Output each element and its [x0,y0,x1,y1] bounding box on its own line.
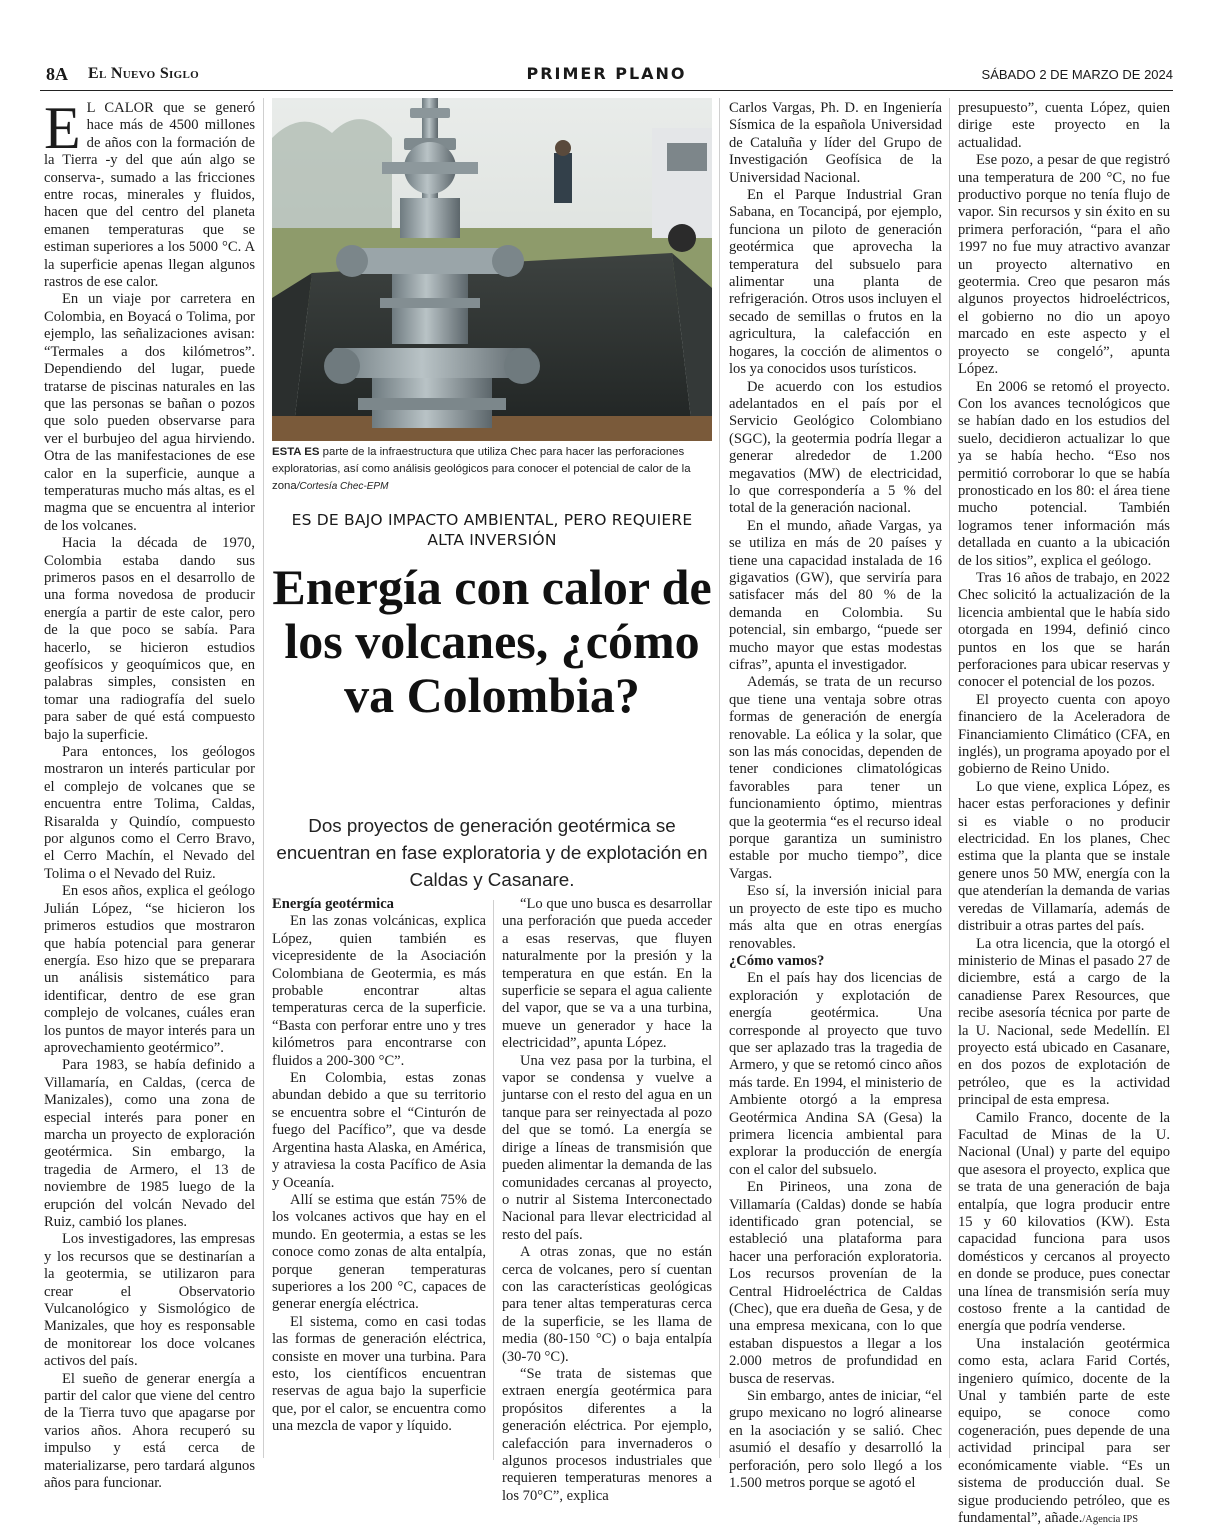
paragraph: En Pirineos, una zona de Villamaría (Caldas) donde se había identificado gran potencial, se estableció una plataforma para hacer una perforación exploratoria. Los recursos provenían de la Central Hidroeléctrica de Caldas (Chec), que era dueña de Gesa, y de una empresa mexicana, con lo que estaban dispuestos a llegar a los 2.000 metros de profundidad en busca de reservas. [729,1179,942,1387]
paragraph: En el Parque Industrial Gran Sabana, en Tocancipá, por ejemplo, funciona un piloto de generación geotérmica que aprovecha la temperatura del subsuelo para alimentar una planta de refrigeración. Otros usos incluyen el secado de semillas o frutos en la agricultura, la calefacción en hogares, la cocción de alimentos o los ya conocidos usos turísticos. [729,187,942,378]
article-column-2 [272,896,486,1436]
paragraph: “Se trata de sistemas que extraen energía geotérmica para propósitos diferentes a la generación eléctrica. Por ejemplo, calefacción para invernaderos o algunos procesos industriales que requieren temperaturas menores a los 70°C”, explica [502,1365,712,1504]
paragraph: que se generó hace más de 4500 millones de años con la formación de la Tierra -y del que aún algo se conserva-, sumado a las fricciones entre rocas, minerales y fluidos, hacen que del centro del planeta emanen temperaturas que se estiman superiores a los 5000 °C. A la superficie apenas llegan algunos rastros de ese calor. [44,100,255,291]
page-header [40,60,1173,88]
paragraph: El proyecto cuenta con apoyo financiero de la Aceleradora de Financiamiento Climático (CFA, en inglés), un programa apoyado por el gobierno de Reino Unido. [958,691,1170,778]
paragraph: Una vez pasa por la turbina, el vapor se condensa y vuelve a juntarse con el resto del agua en un tanque para ser reinyectada al pozo del que se tomó. La energía se dirige a líneas de transmisión que pueden alimentar la demanda de las comunidades cercanas al proyecto, o nutrir al Sistema Interconectado Nacional para llevar electricidad al resto del país. [502,1052,712,1243]
column-divider [263,98,264,1458]
paragraph [958,1336,1170,1528]
paragraph: En Colombia, estas zonas abundan debido a que su territorio se encuentra sobre el “Cinturón de fuego del Pacífico”, que va desde Argentina hasta Alaska, en América, y atraviesa la costa Pacífico de Asia y Oceanía. [272,1070,486,1191]
agency-signature: /Agencia IPS [1082,1513,1139,1525]
section-title: PRIMER PLANO [526,64,687,83]
paragraph: Lo que viene, explica López, es hacer estas perforaciones y definir si es viable o no producir electricidad. En los planes, Chec estima que la planta que se instale genere unos 50 MW, energía con la que atenderían la demanda de varias veredas de Villamaría, además de distribuir a otras partes del país. [958,778,1170,935]
lead-in: L CALOR [86,100,154,116]
photo-credit: /Cortesía Chec-EPM [296,481,389,492]
paragraph: Sin embargo, antes de iniciar, “el grupo mexicano no logró alinearse en la asociación y se salió. Chec asumió el desafío y desarrolló la perforación, pero solo llegó a los 1.500 metros porque se agotó el [729,1388,942,1492]
kicker: ES DE BAJO IMPACTO AMBIENTAL, PERO REQUIERE ALTA INVERSIÓN [291,511,693,549]
paragraph: De acuerdo con los estudios adelantados en el país por el Servicio Geológico Colombiano (SGC), la geotermia podría llegar a generar alrededor de 1.200 megavatios (MW) de electricidad, lo que correspondería a 5 % del total de la generación nacional. [729,378,942,517]
paragraph: Tras 16 años de trabajo, en 2022 Chec solicitó la actualización de la licencia ambiental que le había sido otorgada en 1994, definió cinco puntos en los que se harán perforaciones para ubicar reservas y conocer el potencial de los pozos. [958,569,1170,691]
article-column-4 [729,100,942,1493]
drop-cap: E [44,95,81,161]
paragraph: Para 1983, se había definido a Villamaría, en Caldas, (cerca de Manizales), como una zona de especial interés para poner en marcha un proyecto de exploración geotérmica. Sin embargo, la tragedia de Armero, el 13 de noviembre de 1985 luego de la erupción del volcán Nevado del Ruiz, cambió los planes. [44,1057,255,1230]
paragraph: Carlos Vargas, Ph. D. en Ingeniería Sísmica de la española Universidad de Cataluña y líder del Grupo de Investigación Geofísica de la Universidad Nacional. [729,100,942,186]
paragraph: Hacia la década de 1970, Colombia estaba dando sus primeros pasos en el desarrollo de una forma novedosa de producir energía a partir de este calor, pero de la que poco se sabía. Para hacerlo, se hicieron estudios geofísicos y geoquímicos que, en palabras simples, consisten en tomar una radiografía del suelo para saber de qué está compuesto bajo la superficie. [44,535,255,743]
column-divider [719,98,720,1458]
paragraph: Camilo Franco, docente de la Facultad de Minas de la U. Nacional (Unal) y parte del equipo que asesora el proyecto, explica que se trata de una generación de baja entalpía, que logra producir entre 15 y 60 kilovatios (KW). Esta capacidad funciona para usos domésticos y cercanos al proyecto en donde se produce, pues conectar una línea de transmisión sería muy costoso frente a la cantidad de energía que podría venderse. [958,1109,1170,1335]
header-rule [40,90,1173,91]
article-column-5 [958,100,1170,1528]
paragraph: La otra licencia, que la otorgó el ministerio de Minas el pasado 27 de diciembre, está a cargo de la canadiense Parex Resources, que recibe asesoría técnica por parte de la U. Nacional, sede Medellín. El proyecto está ubicado en Casanare, en dos pozos de explotación de petróleo, que es la actividad principal de esta empresa. [958,935,1170,1109]
page-number: 8A [46,64,68,84]
paragraph: En esos años, explica el geólogo Julián López, “se hicieron los primeros estudios que mostraron que había potencial para generar energía. Eso hizo que se preparara un análisis sistemático para identificar, dentro de ese gran complejo de volcanes, cuáles eran los puntos de mayor interés para un aprovechamiento geotérmico”. [44,883,255,1056]
caption-text: parte de la infraestructura que utiliza Chec para hacer las perforaciones exploratorias, así como análisis geológicos para conocer el potencial de calor de la zona [272,446,691,492]
paragraph: Eso sí, la inversión inicial para un proyecto de este tipo es mucho más alta que en otras energías renovables. [729,883,942,952]
paragraph: En un viaje por carretera en Colombia, en Boyacá o Tolima, por ejemplo, las señalizaciones avisan: “Termales a dos kilómetros”. Dependiendo del lugar, puede tratarse de piscinas naturales en las que las personas se bañan o pozos que solo pueden observarse para ver el burbujeo del agua hirviendo. Otra de las manifestaciones de ese calor en la superficie, aunque a temperaturas mucho más altas, es el magma que se encuentra al interior de los volcanes. [44,291,255,534]
subhead: Energía geotérmica [272,896,394,912]
paragraph: Allí se estima que están 75% de los volcanes activos que hay en el mundo. En geotermia, a estas se les conoce como zonas de alta entalpía, porque generan temperaturas superiores a los 200 °C, capaces de generar energía eléctrica. [272,1191,486,1313]
column-divider [949,98,950,1458]
subhead: ¿Cómo vamos? [729,952,825,969]
paragraph: En las zonas volcánicas, explica López, quien también es vicepresidente de la Asociación Colombiana de Geotermia, es más probable encontrar altas temperaturas cerca de la superficie. “Basta con perforar entre uno y tres kilómetros para encontrarse con fluidos a 200-300 °C”. [272,913,486,1069]
wellhead-photo [272,98,712,441]
paragraph: Ese pozo, a pesar de que registró una temperatura de 200 °C, no fue productivo porque no tenía flujo de vapor. Sin recursos y sin éxito en su primera perforación, “para el año 1997 no fue muy atractivo avanzar un proyecto alternativo en geotermia. Creo que pesaron más algunos proyectos hidroeléctricos, el gobierno no dio un apoyo marcado en este aspecto y el proyecto se congeló”, apunta López. [958,152,1170,378]
paragraph: A otras zonas, que no están cerca de volcanes, pero sí cuentan con las características geológicas para tener altas temperaturas cerca de la superficie, se les llama de media (80-150 °C) o baja entalpía (30-70 °C). [502,1244,712,1365]
headline: Energía con calor de los volcanes, ¿cómo va Colombia? [272,559,712,723]
deck: Dos proyectos de generación geotérmica se encuentran en fase exploratoria y de explotación en Caldas y Casanare. [276,815,708,890]
masthead: El Nuevo Siglo [88,65,199,82]
column-divider [493,900,494,1460]
paragraph: “Lo que uno busca es desarrollar una perforación que pueda acceder a esas reservas, que fluyen naturalmente por la presión y la temperatura en que están. En la superficie se separa el agua caliente del vapor, que se va a una turbina, mueve un generador y hace la electricidad”, apunta López. [502,896,712,1052]
issue-date: SÁBADO 2 DE MARZO DE 2024 [981,67,1173,82]
article-column-3 [502,896,712,1505]
paragraph: En el mundo, añade Vargas, ya se utiliza en más de 20 países y tiene una capacidad instalada de 16 gigavatios (GW), que serviría para satisfacer más del 80 % de la demanda en Colombia. Su potencial, sin embargo, “puede ser mucho mayor que estas modestas cifras”, apunta el investigador. [729,517,942,673]
caption-lead: ESTA ES [272,446,320,458]
paragraph: Además, se trata de un recurso que tiene una ventaja sobre otras formas de generación de energía renovable. La eólica y la solar, que son las más conocidas, dependen de tener condiciones climatológicas favorables para tener un funcionamiento óptimo, mientras que la geotermia “es el recurso ideal porque garantiza un suministro estable por mucho tiempo”, dice Vargas. [729,674,942,882]
paragraph: En el país hay dos licencias de exploración y explotación de energía geotérmica. Una corresponde al proyecto que tuvo que ser aplazado tras la tragedia de Armero, y que se retomó cinco años más tarde. En 1994, el ministerio de Ambiente otorgó a la empresa Geotérmica Andina SA (Gesa) la primera licencia ambiental para explorar la producción de energía con el calor del subsuelo. [729,970,942,1178]
paragraph: Para entonces, los geólogos mostraron un interés particular por el complejo de volcanes que se encuentra entre Tolima, Caldas, Risaralda y Quindío, compuesto por algunos como el Cerro Bravo, el Cerro Machín, el Nevado del Tolima o el Nevado del Ruiz. [44,744,255,882]
paragraph: El sistema, como en casi todas las formas de generación eléctrica, consiste en mover una turbina. Para esto, los científicos encuentran reservas de agua bajo la superficie que, por el calor, se encuentra como una mezcla de vapor y líquido. [272,1313,486,1435]
article-column-1 [44,95,255,1493]
photo-caption [272,444,712,495]
paragraph: presupuesto”, cuenta López, quien dirige este proyecto en la actualidad. [958,100,1170,151]
paragraph: Los investigadores, las empresas y los recursos que se destinarían a la geotermia, se utilizaron para crear el Observatorio Vulcanológico y Sismológico de Manizales, que hoy es responsable de monitorear los doce volcanes activos del país. [44,1231,255,1370]
paragraph-text: Una instalación geotérmica como esta, aclara Farid Cortés, ingeniero químico, docente de la Unal y también parte de este equipo, se conoce como cogeneración, pues depende de una actividad principal para ser económicamente viable. “Es un sistema de producción dual. Se sigue produciendo petróleo, que es fundamental”, añade. [958,1335,1170,1526]
paragraph: El sueño de generar energía a partir del calor que viene del centro de la Tierra tuvo que apagarse por varios años. Ahora recuperó su impulso y está cerca de materializarse, pero tardará algunos años para funcionar. [44,1370,255,1492]
paragraph: En 2006 se retomó el proyecto. Con los avances tecnológicos que se habían dado en los estudios del suelo, decidieron actualizar lo que ya se había hecho. “Eso nos permitió corroborar lo que se había pronosticado en los 80: el área tiene mucho potencial. También logramos tener información más detallada en cuanto a la ubicación de los sitios”, explica el geólogo. [958,378,1170,569]
